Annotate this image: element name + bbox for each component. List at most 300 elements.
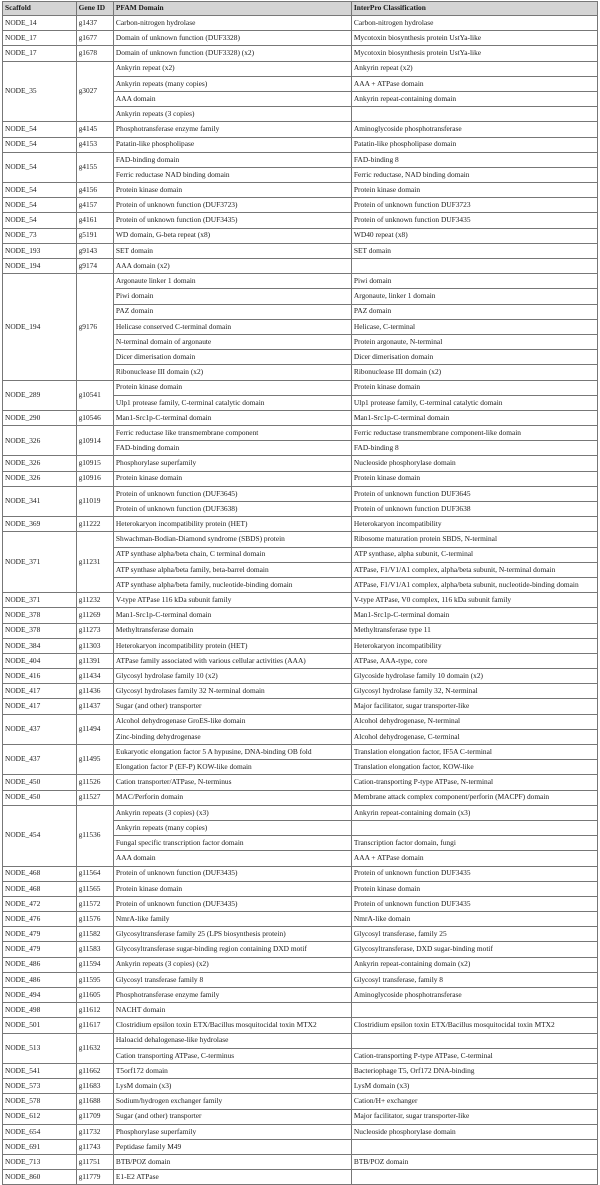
domain-annotation-table bbox=[2, 1, 598, 1185]
scaffold-cell: NODE_369 bbox=[3, 517, 77, 532]
gene-id-cell: g4153 bbox=[76, 137, 113, 152]
gene-id-cell: g4155 bbox=[76, 152, 113, 182]
interpro-classification-cell: PAZ domain bbox=[351, 304, 597, 319]
pfam-domain-cell: Glycosyl hydrolases family 32 N-terminal domain bbox=[113, 684, 351, 699]
gene-id-cell: g11632 bbox=[76, 1033, 113, 1063]
table-row bbox=[3, 775, 598, 790]
scaffold-cell: NODE_341 bbox=[3, 486, 77, 516]
scaffold-cell: NODE_416 bbox=[3, 669, 77, 684]
gene-id-cell: g11391 bbox=[76, 653, 113, 668]
interpro-classification-cell: Major facilitator, sugar transporter-like bbox=[351, 1109, 597, 1124]
table-row bbox=[3, 1139, 598, 1154]
table-row bbox=[3, 274, 598, 289]
table-row bbox=[3, 669, 598, 684]
interpro-classification-cell: WD40 repeat (x8) bbox=[351, 228, 597, 243]
interpro-classification-cell: Translation elongation factor, IF5A C-terminal bbox=[351, 745, 597, 760]
pfam-domain-cell: Ferric reductase like transmembrane component bbox=[113, 426, 351, 441]
scaffold-cell: NODE_193 bbox=[3, 243, 77, 258]
gene-id-cell: g4161 bbox=[76, 213, 113, 228]
interpro-classification-cell: Carbon-nitrogen hydrolase bbox=[351, 16, 597, 31]
gene-id-cell: g11612 bbox=[76, 1003, 113, 1018]
interpro-classification-cell: Man1-Src1p-C-terminal domain bbox=[351, 410, 597, 425]
scaffold-cell: NODE_513 bbox=[3, 1033, 77, 1063]
gene-id-cell: g11222 bbox=[76, 517, 113, 532]
scaffold-cell: NODE_417 bbox=[3, 684, 77, 699]
pfam-domain-cell: AAA domain (x2) bbox=[113, 259, 351, 274]
interpro-classification-cell: Glycosyl hydrolase family 32, N-terminal bbox=[351, 684, 597, 699]
scaffold-cell: NODE_54 bbox=[3, 213, 77, 228]
interpro-classification-cell: Ankyrin repeat-containing domain bbox=[351, 91, 597, 106]
scaffold-cell: NODE_54 bbox=[3, 137, 77, 152]
table-row bbox=[3, 942, 598, 957]
interpro-classification-cell: Clostridium epsilon toxin ETX/Bacillus mosquitocidal toxin MTX2 bbox=[351, 1018, 597, 1033]
interpro-classification-cell: Ankyrin repeat (x2) bbox=[351, 61, 597, 76]
table-row bbox=[3, 623, 598, 638]
gene-id-cell: g11617 bbox=[76, 1018, 113, 1033]
pfam-domain-cell: Protein of unknown function (DUF3723) bbox=[113, 198, 351, 213]
gene-id-cell: g11494 bbox=[76, 714, 113, 744]
interpro-classification-cell: Glycosyltransferase, DXD sugar-binding motif bbox=[351, 942, 597, 957]
scaffold-cell: NODE_498 bbox=[3, 1003, 77, 1018]
scaffold-cell: NODE_494 bbox=[3, 988, 77, 1003]
interpro-classification-cell: Protein argonaute, N-terminal bbox=[351, 334, 597, 349]
gene-id-cell: g11564 bbox=[76, 866, 113, 881]
interpro-classification-cell: FAD-binding 8 bbox=[351, 441, 597, 456]
scaffold-cell: NODE_476 bbox=[3, 912, 77, 927]
scaffold-cell: NODE_860 bbox=[3, 1170, 77, 1185]
pfam-domain-cell: Protein kinase domain bbox=[113, 881, 351, 896]
table-row bbox=[3, 699, 598, 714]
table-row bbox=[3, 198, 598, 213]
table-row bbox=[3, 988, 598, 1003]
gene-id-cell: g11231 bbox=[76, 532, 113, 593]
pfam-domain-cell: Haloacid dehalogenase-like hydrolase bbox=[113, 1033, 351, 1048]
pfam-domain-cell: ATPase family associated with various cellular activities (AAA) bbox=[113, 653, 351, 668]
table-row bbox=[3, 456, 598, 471]
pfam-domain-cell: ATP synthase alpha/beta family, beta-barrel domain bbox=[113, 562, 351, 577]
gene-id-cell: g11595 bbox=[76, 972, 113, 987]
table-row bbox=[3, 1003, 598, 1018]
interpro-classification-cell: ATPase, AAA-type, core bbox=[351, 653, 597, 668]
gene-id-cell: g9143 bbox=[76, 243, 113, 258]
scaffold-cell: NODE_573 bbox=[3, 1079, 77, 1094]
interpro-classification-cell: AAA + ATPase domain bbox=[351, 76, 597, 91]
interpro-classification-cell bbox=[351, 107, 597, 122]
pfam-domain-cell: MAC/Perforin domain bbox=[113, 790, 351, 805]
scaffold-cell: NODE_35 bbox=[3, 61, 77, 122]
scaffold-cell: NODE_194 bbox=[3, 274, 77, 380]
scaffold-cell: NODE_290 bbox=[3, 410, 77, 425]
table-row bbox=[3, 1033, 598, 1048]
scaffold-cell: NODE_612 bbox=[3, 1109, 77, 1124]
scaffold-cell: NODE_371 bbox=[3, 593, 77, 608]
pfam-domain-cell: ATP synthase alpha/beta family, nucleotide-binding domain bbox=[113, 577, 351, 592]
pfam-domain-cell: Cation transporter/ATPase, N-terminus bbox=[113, 775, 351, 790]
pfam-domain-cell: FAD-binding domain bbox=[113, 441, 351, 456]
interpro-classification-cell: Methyltransferase type 11 bbox=[351, 623, 597, 638]
interpro-classification-cell: Glycosyl transferase, family 25 bbox=[351, 927, 597, 942]
table-row bbox=[3, 1124, 598, 1139]
scaffold-cell: NODE_326 bbox=[3, 471, 77, 486]
scaffold-cell: NODE_501 bbox=[3, 1018, 77, 1033]
interpro-classification-cell: Bacteriophage T5, Orf172 DNA-binding bbox=[351, 1063, 597, 1078]
interpro-classification-cell: Protein of unknown function DUF3645 bbox=[351, 486, 597, 501]
interpro-classification-cell: LysM domain (x3) bbox=[351, 1079, 597, 1094]
interpro-classification-cell bbox=[351, 1170, 597, 1185]
gene-id-cell: g11582 bbox=[76, 927, 113, 942]
interpro-classification-cell bbox=[351, 820, 597, 835]
pfam-domain-cell: Domain of unknown function (DUF3328) bbox=[113, 31, 351, 46]
pfam-domain-cell: Phosphotransferase enzyme family bbox=[113, 122, 351, 137]
table-row bbox=[3, 745, 598, 760]
table-row bbox=[3, 790, 598, 805]
interpro-classification-cell bbox=[351, 259, 597, 274]
interpro-classification-cell: Helicase, C-terminal bbox=[351, 319, 597, 334]
pfam-domain-cell: Ribonuclease III domain (x2) bbox=[113, 365, 351, 380]
pfam-domain-cell: Ankyrin repeats (many copies) bbox=[113, 76, 351, 91]
interpro-classification-cell bbox=[351, 1033, 597, 1048]
gene-id-cell: g3027 bbox=[76, 61, 113, 122]
interpro-classification-cell: Protein of unknown function DUF3435 bbox=[351, 213, 597, 228]
interpro-classification-cell: BTB/POZ domain bbox=[351, 1155, 597, 1170]
header-gene-id: Gene ID bbox=[76, 2, 113, 16]
scaffold-cell: NODE_486 bbox=[3, 972, 77, 987]
gene-id-cell: g11565 bbox=[76, 881, 113, 896]
table-row bbox=[3, 805, 598, 820]
interpro-classification-cell: Ferric reductase, NAD binding domain bbox=[351, 167, 597, 182]
pfam-domain-cell: Methyltransferase domain bbox=[113, 623, 351, 638]
table-row bbox=[3, 183, 598, 198]
gene-id-cell: g11688 bbox=[76, 1094, 113, 1109]
header-pfam-domain: PFAM Domain bbox=[113, 2, 351, 16]
interpro-classification-cell: Patatin-like phospholipase domain bbox=[351, 137, 597, 152]
pfam-domain-cell: E1-E2 ATPase bbox=[113, 1170, 351, 1185]
table-row bbox=[3, 31, 598, 46]
interpro-classification-cell: Ulp1 protease family, C-terminal catalytic domain bbox=[351, 395, 597, 410]
gene-id-cell: g11743 bbox=[76, 1139, 113, 1154]
scaffold-cell: NODE_479 bbox=[3, 927, 77, 942]
table-row bbox=[3, 638, 598, 653]
gene-id-cell: g11436 bbox=[76, 684, 113, 699]
gene-id-cell: g11273 bbox=[76, 623, 113, 638]
pfam-domain-cell: Domain of unknown function (DUF3328) (x2) bbox=[113, 46, 351, 61]
gene-id-cell: g1437 bbox=[76, 16, 113, 31]
pfam-domain-cell: Man1-Src1p-C-terminal domain bbox=[113, 410, 351, 425]
table-row bbox=[3, 1079, 598, 1094]
gene-id-cell: g11495 bbox=[76, 745, 113, 775]
table-row bbox=[3, 46, 598, 61]
gene-id-cell: g4156 bbox=[76, 183, 113, 198]
table-row bbox=[3, 152, 598, 167]
pfam-domain-cell: Clostridium epsilon toxin ETX/Bacillus mosquitocidal toxin MTX2 bbox=[113, 1018, 351, 1033]
gene-id-cell: g11779 bbox=[76, 1170, 113, 1185]
table-row bbox=[3, 1155, 598, 1170]
table-row bbox=[3, 1170, 598, 1185]
header-row bbox=[3, 2, 598, 16]
table-row bbox=[3, 122, 598, 137]
table-row bbox=[3, 486, 598, 501]
pfam-domain-cell: PAZ domain bbox=[113, 304, 351, 319]
interpro-classification-cell: Aminoglycoside phosphotransferase bbox=[351, 988, 597, 1003]
table-row bbox=[3, 653, 598, 668]
scaffold-cell: NODE_378 bbox=[3, 623, 77, 638]
scaffold-cell: NODE_289 bbox=[3, 380, 77, 410]
interpro-classification-cell: Protein of unknown function DUF3638 bbox=[351, 502, 597, 517]
interpro-classification-cell: Alcohol dehydrogenase, N-terminal bbox=[351, 714, 597, 729]
pfam-domain-cell: BTB/POZ domain bbox=[113, 1155, 351, 1170]
scaffold-cell: NODE_450 bbox=[3, 775, 77, 790]
pfam-domain-cell: FAD-binding domain bbox=[113, 152, 351, 167]
interpro-classification-cell: Nucleoside phosphorylase domain bbox=[351, 456, 597, 471]
interpro-classification-cell bbox=[351, 1139, 597, 1154]
pfam-domain-cell: Dicer dimerisation domain bbox=[113, 350, 351, 365]
table-row bbox=[3, 881, 598, 896]
gene-id-cell: g9176 bbox=[76, 274, 113, 380]
pfam-domain-cell: ATP synthase alpha/beta chain, C terminal domain bbox=[113, 547, 351, 562]
pfam-domain-cell: Glycosyl transferase family 8 bbox=[113, 972, 351, 987]
interpro-classification-cell: Ankyrin repeat-containing domain (x3) bbox=[351, 805, 597, 820]
interpro-classification-cell: Transcription factor domain, fungi bbox=[351, 836, 597, 851]
pfam-domain-cell: LysM domain (x3) bbox=[113, 1079, 351, 1094]
pfam-domain-cell: Sugar (and other) transporter bbox=[113, 699, 351, 714]
pfam-domain-cell: Ankyrin repeat (x2) bbox=[113, 61, 351, 76]
table-body bbox=[3, 16, 598, 1185]
scaffold-cell: NODE_54 bbox=[3, 152, 77, 182]
table-row bbox=[3, 1094, 598, 1109]
gene-id-cell: g4145 bbox=[76, 122, 113, 137]
table-row bbox=[3, 593, 598, 608]
pfam-domain-cell: Patatin-like phospholipase bbox=[113, 137, 351, 152]
table-row bbox=[3, 259, 598, 274]
header-interpro-classification: InterPro Classification bbox=[351, 2, 597, 16]
pfam-domain-cell: NACHT domain bbox=[113, 1003, 351, 1018]
gene-id-cell: g11269 bbox=[76, 608, 113, 623]
scaffold-cell: NODE_454 bbox=[3, 805, 77, 866]
gene-id-cell: g11751 bbox=[76, 1155, 113, 1170]
interpro-classification-cell: FAD-binding 8 bbox=[351, 152, 597, 167]
interpro-classification-cell: Mycotoxin biosynthesis protein UstYa-like bbox=[351, 46, 597, 61]
table-row bbox=[3, 426, 598, 441]
pfam-domain-cell: Cation transporting ATPase, C-terminus bbox=[113, 1048, 351, 1063]
interpro-classification-cell: Translation elongation factor, KOW-like bbox=[351, 760, 597, 775]
pfam-domain-cell: Protein of unknown function (DUF3638) bbox=[113, 502, 351, 517]
scaffold-cell: NODE_326 bbox=[3, 456, 77, 471]
pfam-domain-cell: Elongation factor P (EF-P) KOW-like domain bbox=[113, 760, 351, 775]
gene-id-cell: g11583 bbox=[76, 942, 113, 957]
scaffold-cell: NODE_371 bbox=[3, 532, 77, 593]
scaffold-cell: NODE_194 bbox=[3, 259, 77, 274]
pfam-domain-cell: Ulp1 protease family, C-terminal catalytic domain bbox=[113, 395, 351, 410]
interpro-classification-cell: AAA + ATPase domain bbox=[351, 851, 597, 866]
pfam-domain-cell: AAA domain bbox=[113, 851, 351, 866]
table-row bbox=[3, 243, 598, 258]
pfam-domain-cell: Piwi domain bbox=[113, 289, 351, 304]
interpro-classification-cell: Cation-transporting P-type ATPase, N-terminal bbox=[351, 775, 597, 790]
interpro-classification-cell: ATPase, F1/V1/A1 complex, alpha/beta subunit, nucleotide-binding domain bbox=[351, 577, 597, 592]
gene-id-cell: g11232 bbox=[76, 593, 113, 608]
interpro-classification-cell: Ferric reductase transmembrane component-like domain bbox=[351, 426, 597, 441]
pfam-domain-cell: Protein of unknown function (DUF3435) bbox=[113, 866, 351, 881]
scaffold-cell: NODE_479 bbox=[3, 942, 77, 957]
table-row bbox=[3, 380, 598, 395]
gene-id-cell: g11683 bbox=[76, 1079, 113, 1094]
interpro-classification-cell: Glycosyl transferase, family 8 bbox=[351, 972, 597, 987]
gene-id-cell: g11536 bbox=[76, 805, 113, 866]
interpro-classification-cell bbox=[351, 1003, 597, 1018]
scaffold-cell: NODE_437 bbox=[3, 714, 77, 744]
interpro-classification-cell: Ribosome maturation protein SBDS, N-terminal bbox=[351, 532, 597, 547]
pfam-domain-cell: AAA domain bbox=[113, 91, 351, 106]
table-row bbox=[3, 471, 598, 486]
gene-id-cell: g11526 bbox=[76, 775, 113, 790]
table-row bbox=[3, 532, 598, 547]
table-row bbox=[3, 684, 598, 699]
table-row bbox=[3, 866, 598, 881]
pfam-domain-cell: Ankyrin repeats (many copies) bbox=[113, 820, 351, 835]
table-row bbox=[3, 912, 598, 927]
pfam-domain-cell: Eukaryotic elongation factor 5 A hypusine, DNA-binding OB fold bbox=[113, 745, 351, 760]
scaffold-cell: NODE_654 bbox=[3, 1124, 77, 1139]
interpro-classification-cell: Protein kinase domain bbox=[351, 881, 597, 896]
scaffold-cell: NODE_326 bbox=[3, 426, 77, 456]
scaffold-cell: NODE_17 bbox=[3, 46, 77, 61]
interpro-classification-cell: Protein kinase domain bbox=[351, 183, 597, 198]
gene-id-cell: g11437 bbox=[76, 699, 113, 714]
table-row bbox=[3, 517, 598, 532]
table-row bbox=[3, 16, 598, 31]
pfam-domain-cell: Man1-Src1p-C-terminal domain bbox=[113, 608, 351, 623]
gene-id-cell: g11527 bbox=[76, 790, 113, 805]
pfam-domain-cell: NmrA-like family bbox=[113, 912, 351, 927]
gene-id-cell: g10541 bbox=[76, 380, 113, 410]
gene-id-cell: g10916 bbox=[76, 471, 113, 486]
scaffold-cell: NODE_691 bbox=[3, 1139, 77, 1154]
interpro-classification-cell: Piwi domain bbox=[351, 274, 597, 289]
scaffold-cell: NODE_378 bbox=[3, 608, 77, 623]
pfam-domain-cell: Protein kinase domain bbox=[113, 380, 351, 395]
scaffold-cell: NODE_472 bbox=[3, 896, 77, 911]
pfam-domain-cell: Alcohol dehydrogenase GroES-like domain bbox=[113, 714, 351, 729]
pfam-domain-cell: Phosphotransferase enzyme family bbox=[113, 988, 351, 1003]
table-row bbox=[3, 896, 598, 911]
interpro-classification-cell: Membrane attack complex component/perforin (MACPF) domain bbox=[351, 790, 597, 805]
scaffold-cell: NODE_404 bbox=[3, 653, 77, 668]
pfam-domain-cell: Heterokaryon incompatibility protein (HET) bbox=[113, 517, 351, 532]
interpro-classification-cell: Alcohol dehydrogenase, C-terminal bbox=[351, 729, 597, 744]
interpro-classification-cell: Heterokaryon incompatibility bbox=[351, 638, 597, 653]
pfam-domain-cell: Ferric reductase NAD binding domain bbox=[113, 167, 351, 182]
interpro-classification-cell: Dicer dimerisation domain bbox=[351, 350, 597, 365]
pfam-domain-cell: Protein of unknown function (DUF3435) bbox=[113, 213, 351, 228]
table-row bbox=[3, 714, 598, 729]
pfam-domain-cell: Ankyrin repeats (3 copies) (x2) bbox=[113, 957, 351, 972]
scaffold-cell: NODE_437 bbox=[3, 745, 77, 775]
pfam-domain-cell: Protein of unknown function (DUF3435) bbox=[113, 896, 351, 911]
scaffold-cell: NODE_54 bbox=[3, 122, 77, 137]
gene-id-cell: g5191 bbox=[76, 228, 113, 243]
gene-id-cell: g11605 bbox=[76, 988, 113, 1003]
interpro-classification-cell: Argonaute, linker 1 domain bbox=[351, 289, 597, 304]
pfam-domain-cell: Sugar (and other) transporter bbox=[113, 1109, 351, 1124]
pfam-domain-cell: Protein kinase domain bbox=[113, 183, 351, 198]
scaffold-cell: NODE_73 bbox=[3, 228, 77, 243]
table-row bbox=[3, 410, 598, 425]
interpro-classification-cell: Cation/H+ exchanger bbox=[351, 1094, 597, 1109]
gene-id-cell: g11434 bbox=[76, 669, 113, 684]
table-row bbox=[3, 1018, 598, 1033]
table-header bbox=[3, 2, 598, 16]
interpro-classification-cell: Protein of unknown function DUF3435 bbox=[351, 896, 597, 911]
scaffold-cell: NODE_417 bbox=[3, 699, 77, 714]
gene-id-cell: g11572 bbox=[76, 896, 113, 911]
pfam-domain-cell: T5orf172 domain bbox=[113, 1063, 351, 1078]
scaffold-cell: NODE_468 bbox=[3, 866, 77, 881]
interpro-classification-cell: Ribonuclease III domain (x2) bbox=[351, 365, 597, 380]
pfam-domain-cell: Phosphorylase superfamily bbox=[113, 456, 351, 471]
pfam-domain-cell: Protein kinase domain bbox=[113, 471, 351, 486]
gene-id-cell: g11662 bbox=[76, 1063, 113, 1078]
pfam-domain-cell: Ankyrin repeats (3 copies) bbox=[113, 107, 351, 122]
table-row bbox=[3, 1063, 598, 1078]
interpro-classification-cell: Glycoside hydrolase family 10 domain (x2) bbox=[351, 669, 597, 684]
interpro-classification-cell: ATPase, F1/V1/A1 complex, alpha/beta subunit, N-terminal domain bbox=[351, 562, 597, 577]
gene-id-cell: g11303 bbox=[76, 638, 113, 653]
scaffold-cell: NODE_384 bbox=[3, 638, 77, 653]
interpro-classification-cell: Ankyrin repeat-containing domain (x2) bbox=[351, 957, 597, 972]
scaffold-cell: NODE_17 bbox=[3, 31, 77, 46]
pfam-domain-cell: Ankyrin repeats (3 copies) (x3) bbox=[113, 805, 351, 820]
header-scaffold: Scaffold bbox=[3, 2, 77, 16]
pfam-domain-cell: N-terminal domain of argonaute bbox=[113, 334, 351, 349]
pfam-domain-cell: WD domain, G-beta repeat (x8) bbox=[113, 228, 351, 243]
pfam-domain-cell: Peptidase family M49 bbox=[113, 1139, 351, 1154]
interpro-classification-cell: Protein kinase domain bbox=[351, 471, 597, 486]
gene-id-cell: g11594 bbox=[76, 957, 113, 972]
pfam-domain-cell: Glycosyltransferase family 25 (LPS biosynthesis protein) bbox=[113, 927, 351, 942]
interpro-classification-cell: NmrA-like domain bbox=[351, 912, 597, 927]
pfam-domain-cell: Glycosyltransferase sugar-binding region containing DXD motif bbox=[113, 942, 351, 957]
interpro-classification-cell: Man1-Src1p-C-terminal domain bbox=[351, 608, 597, 623]
pfam-domain-cell: Protein of unknown function (DUF3645) bbox=[113, 486, 351, 501]
table-row bbox=[3, 228, 598, 243]
pfam-domain-cell: SET domain bbox=[113, 243, 351, 258]
scaffold-cell: NODE_486 bbox=[3, 957, 77, 972]
pfam-domain-cell: Shwachman-Bodian-Diamond syndrome (SBDS) protein bbox=[113, 532, 351, 547]
pfam-domain-cell: Argonaute linker 1 domain bbox=[113, 274, 351, 289]
scaffold-cell: NODE_468 bbox=[3, 881, 77, 896]
table-row bbox=[3, 957, 598, 972]
interpro-classification-cell: Protein kinase domain bbox=[351, 380, 597, 395]
pfam-domain-cell: Sodium/hydrogen exchanger family bbox=[113, 1094, 351, 1109]
pfam-domain-cell: Phosphorylase superfamily bbox=[113, 1124, 351, 1139]
interpro-classification-cell: Heterokaryon incompatibility bbox=[351, 517, 597, 532]
scaffold-cell: NODE_578 bbox=[3, 1094, 77, 1109]
pfam-domain-cell: V-type ATPase 116 kDa subunit family bbox=[113, 593, 351, 608]
table-row bbox=[3, 608, 598, 623]
gene-id-cell: g10915 bbox=[76, 456, 113, 471]
gene-id-cell: g1678 bbox=[76, 46, 113, 61]
gene-id-cell: g9174 bbox=[76, 259, 113, 274]
gene-id-cell: g10914 bbox=[76, 426, 113, 456]
interpro-classification-cell: Aminoglycoside phosphotransferase bbox=[351, 122, 597, 137]
scaffold-cell: NODE_450 bbox=[3, 790, 77, 805]
table-row bbox=[3, 61, 598, 76]
pfam-domain-cell: Zinc-binding dehydrogenase bbox=[113, 729, 351, 744]
pfam-domain-cell: Fungal specific transcription factor domain bbox=[113, 836, 351, 851]
table-row bbox=[3, 972, 598, 987]
interpro-classification-cell: Protein of unknown function DUF3435 bbox=[351, 866, 597, 881]
interpro-classification-cell: Nucleoside phosphorylase domain bbox=[351, 1124, 597, 1139]
